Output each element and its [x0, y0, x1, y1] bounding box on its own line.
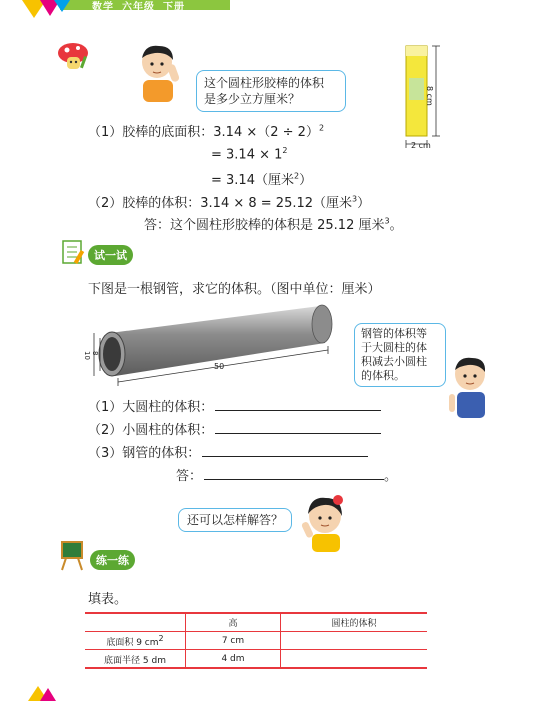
row-label-exp: 2	[158, 633, 164, 643]
glue-height-label: 8 cm	[425, 86, 434, 106]
hint-line: 的体积。	[361, 369, 405, 382]
row-label	[85, 632, 186, 650]
step2-end: ）	[357, 196, 371, 211]
step1-line2	[211, 146, 288, 162]
try-q2-label: （2）小圆柱的体积：	[88, 423, 214, 438]
try-q1-label: （1）大圆柱的体积：	[88, 400, 214, 415]
glue-width-label: 2 cm	[411, 141, 431, 150]
step1-line3	[211, 169, 312, 188]
example-answer-text: 答：这个圆柱形胶棒的体积是 25.12 厘米	[144, 218, 385, 233]
try-q1	[88, 396, 381, 415]
example-answer-exp: 3	[384, 216, 390, 226]
row-label-text: 底面半径 5 dm	[104, 655, 166, 666]
try-q2-answer-blank[interactable]	[215, 421, 381, 434]
row-volume-input[interactable]	[281, 650, 428, 669]
row-label	[85, 650, 186, 669]
table-header-cell: 圆柱的体积	[281, 613, 428, 632]
bubble-line: 是多少立方厘米？	[204, 92, 301, 106]
try-answer	[176, 465, 397, 484]
table-header-row	[85, 613, 427, 632]
table-row	[85, 650, 427, 669]
pipe-inner-label: 8	[91, 351, 99, 356]
table-header-cell: 高	[186, 613, 281, 632]
header-subject: 数学	[92, 2, 114, 13]
try-q3-label: （3）钢管的体积：	[88, 446, 201, 461]
row-label-text: 底面积 9 cm	[106, 637, 159, 648]
practice-badge: 练一练	[90, 550, 135, 570]
try-prompt: 下图是一根钢管，求它的体积。（图中单位：厘米）	[88, 282, 381, 297]
example-answer-end: 。	[389, 218, 403, 233]
step1-line1	[88, 121, 324, 140]
step1-prefix: （1）胶棒的底面积：	[88, 125, 214, 140]
try-badge: 试一试	[88, 245, 133, 265]
think-bubble: 还可以怎样解答？	[178, 508, 292, 532]
step1-line3-text: = 3.14（厘米	[211, 173, 294, 188]
girl-thinking-illustration	[298, 492, 352, 552]
try-answer-label: 答：	[176, 469, 203, 484]
step1-line2-exp: 2	[282, 146, 288, 155]
footer-triangles	[28, 686, 62, 701]
boy-thinking-illustration	[133, 42, 183, 104]
row-height: 4 dm	[186, 650, 281, 669]
step2-exp: 3	[352, 194, 358, 204]
step1-line3-end: ）	[299, 173, 313, 188]
try-q3-answer-blank[interactable]	[202, 444, 368, 457]
row-volume-input[interactable]	[281, 632, 428, 650]
practice-instruction: 填表。	[88, 592, 128, 607]
page-header	[0, 0, 558, 14]
hint-line: 钢管的体积等	[361, 327, 427, 340]
mushroom-example-icon	[56, 42, 90, 72]
example-answer	[144, 214, 403, 233]
notebook-icon	[60, 238, 86, 266]
table-header-cell	[85, 613, 186, 632]
example-question-bubble	[196, 70, 346, 112]
step2-line	[88, 192, 370, 211]
step1-line3-exp: 2	[293, 171, 300, 181]
boy-pointing-illustration	[444, 352, 496, 420]
try-q2	[88, 419, 381, 438]
pipe-outer-label: 10	[83, 351, 91, 360]
step1-exp: 2	[318, 123, 325, 133]
bubble-line: 这个圆柱形胶棒的体积	[204, 76, 325, 90]
step1-line2-text: = 3.14 × 1	[211, 147, 283, 163]
steel-pipe-figure	[80, 298, 342, 394]
step2-text: （2）胶棒的体积：3.14 × 8 = 25.12（厘米	[88, 196, 353, 211]
row-height: 7 cm	[186, 632, 281, 650]
header-title	[92, 0, 193, 13]
header-grade: 六年级	[122, 2, 155, 13]
try-answer-end: 。	[384, 469, 398, 484]
try-q1-answer-blank[interactable]	[215, 398, 381, 411]
hint-line: 于大圆柱的体	[361, 341, 427, 354]
step1-expr: 3.14 ×（2 ÷ 2）	[213, 125, 319, 140]
try-answer-blank[interactable]	[204, 467, 384, 480]
table-row	[85, 632, 427, 650]
header-volume: 下册	[163, 2, 185, 13]
hint-bubble	[354, 323, 446, 387]
pipe-length-label: 50	[214, 362, 225, 371]
hint-line: 积减去小圆柱	[361, 355, 427, 368]
easel-icon	[58, 538, 88, 572]
try-q3	[88, 442, 368, 461]
practice-table	[85, 612, 427, 669]
header-triangle-blue	[54, 0, 70, 12]
